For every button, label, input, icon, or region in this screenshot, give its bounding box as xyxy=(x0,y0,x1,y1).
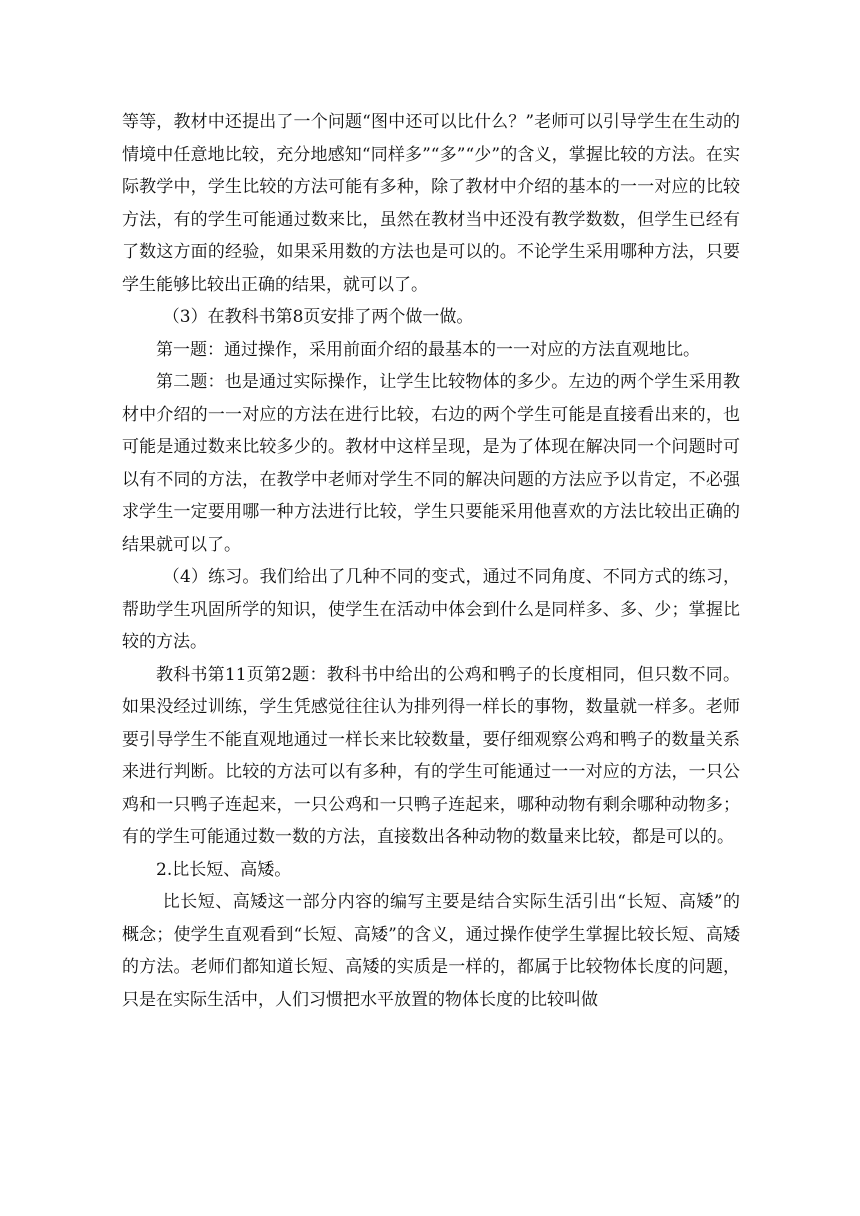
paragraph-item-4: （4）练习。我们给出了几种不同的变式，通过不同角度、不同方式的练习，帮助学生巩固所学的知识，使学生在活动中体会到什么是同样多、多、少；掌握比较的方法。 xyxy=(122,567,740,652)
paragraph-item-3: （3）在教科书第8页安排了两个做一做。 xyxy=(162,307,474,327)
paragraph-question-1: 第一题：通过操作，采用前面介绍的最基本的一一对应的方法直观地比。 xyxy=(156,339,700,360)
paragraph-question-2: 第二题：也是通过实际操作，让学生比较物体的多少。左边的两个学生采用教材中介绍的一一对应的方法在进行比较，右边的两个学生可能是直接看出来的，也可能是通过数来比较多少的。教材中这样呈现，是为了体现在解决同一个问题时可以有不同的方法，在教学中老师对学生不同的解决问题的方法应予以肯定，不必强求学生一定要用哪一种方法进行比较，学生只要能采用他喜欢的方法比较出正确的结果就可以了。 xyxy=(122,372,740,555)
paragraph-length-height: 比长短、高矮这一部分内容的编写主要是结合实际生活引出“长短、高矮”的概念；使学生直观看到“长短、高矮”的含义，通过操作使学生掌握比较长短、高矮的方法。老师们都知道长短、高矮的实质是一样的，都属于比较物体长度的问题，只是在实际生活中，人们习惯把水平放置的物体长度的比较叫做 xyxy=(122,892,740,1010)
paragraph-exercise-2: 教科书第11页第2题：教科书中给出的公鸡和鸭子的长度相同，但只数不同。如果没经过训练，学生凭感觉往往认为排列得一样长的事物，数量就一样多。老师要引导学生不能直观地通过一样长来比较数量，要仔细观察公鸡和鸭子的数量关系来进行判断。比较的方法可以有多种，有的学生可能通过一一对应的方法，一只公鸡和一只鸭子连起来，一只公鸡和一只鸭子连起来，哪种动物有剩余哪种动物多；有的学生可能通过数一数的方法，直接数出各种动物的数量来比较，都是可以的。 xyxy=(122,664,740,847)
paragraph-continuation: 等等，教材中还提出了一个问题“图中还可以比什么？”老师可以引导学生在生动的情境中任意地比较，充分地感知“同样多”“多”“少”的含义，掌握比较的方法。在实际教学中，学生比较的方法可能有多种，除了教材中介绍的基本的一一对应的比较方法，有的学生可能通过数来比，虽然在教材当中还没有教学数数，但学生已经有了数这方面的经验，如果采用数的方法也是可以的。不论学生采用哪种方法，只要学生能够比较出正确的结果，就可以了。 xyxy=(122,112,740,295)
document-body xyxy=(122,106,740,1016)
section-heading-length-height: 2.比长短、高矮。 xyxy=(156,859,292,880)
